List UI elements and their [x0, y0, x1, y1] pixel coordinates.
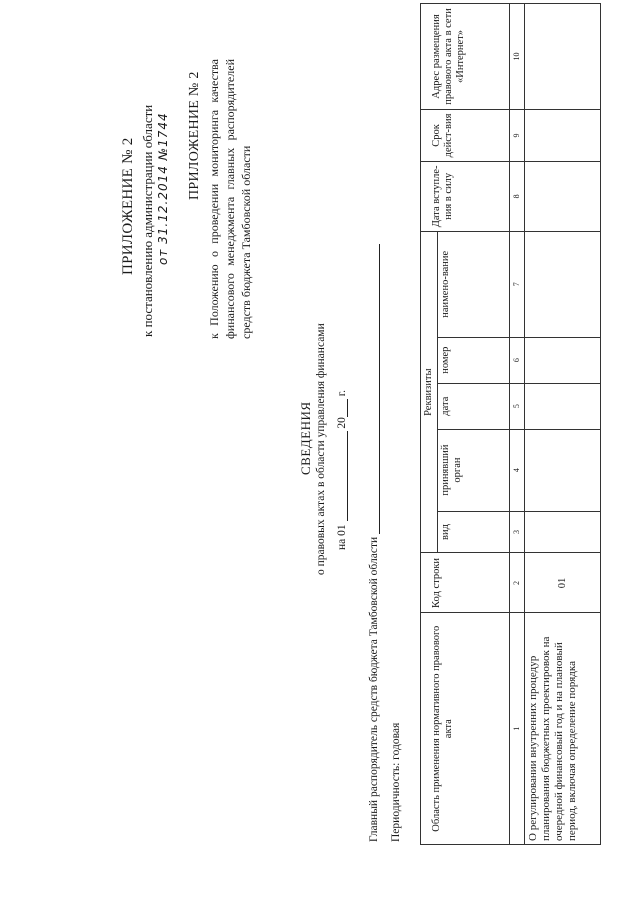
row-number: [525, 337, 601, 383]
header-requisites: Реквизиты: [421, 231, 438, 553]
main-spender-label-text: Главный распорядитель средств бюджета Тамбовской области: [368, 536, 380, 842]
row-name: [525, 231, 601, 337]
main-spender-label: [368, 244, 380, 842]
column-number: 5: [510, 383, 525, 429]
date-day-month-blank: [347, 431, 348, 521]
header-name: наимено-вание: [438, 231, 510, 337]
header-area: Область применения нормативного правового акта: [421, 613, 510, 845]
table-row: [525, 4, 601, 845]
header-effective-date: Дата вступле-ния в силу: [421, 161, 510, 231]
date-suffix: г.: [336, 389, 348, 397]
report-date-line: [336, 390, 348, 550]
column-number: 8: [510, 161, 525, 231]
report-subtitle: о правовых актах в области управления финансами: [315, 323, 327, 575]
column-number: 10: [510, 4, 525, 110]
report-title: СВЕДЕНИЯ: [298, 401, 313, 475]
column-number: 2: [510, 553, 525, 613]
periodicity-label: Периодичность: годовая: [390, 722, 402, 842]
row-effective-date: [525, 161, 601, 231]
column-number: 3: [510, 511, 525, 553]
date-prefix: на 01: [336, 524, 348, 550]
header-number: номер: [438, 337, 510, 383]
main-spender-blank: [379, 244, 380, 534]
row-date: [525, 383, 601, 429]
column-number: 7: [510, 231, 525, 337]
row-issuer: [525, 429, 601, 511]
column-number: 6: [510, 337, 525, 383]
row-address: [525, 4, 601, 110]
header-code: Код строки: [421, 553, 510, 613]
row-area: О регулировании внутренних процедур планирования бюджетных проектировок на очередной финансовый год и на плановый период, включая определение порядка: [525, 613, 601, 845]
appendix-main-resolution: к постановлению администрации области: [140, 104, 155, 337]
date-year-blank: [347, 399, 348, 417]
appendix-main-title: ПРИЛОЖЕНИЕ № 2: [120, 137, 136, 275]
column-number: 1: [510, 613, 525, 845]
row-kind: [525, 511, 601, 553]
header-address: Адрес размещения правового акта в сети «Интернет»: [421, 4, 510, 110]
header-issuer: принявший орган: [438, 429, 510, 511]
header-kind: вид: [438, 511, 510, 553]
row-validity: [525, 109, 601, 161]
header-validity: Срок дейст-вия: [421, 109, 510, 161]
table-header-row-1: [421, 4, 438, 845]
appendix-regulation-text: к Положению о проведении мониторинга качества финансового менеджмента главных распорядителей средств бюджета Тамбовской области: [207, 59, 253, 339]
legal-acts-table: [420, 3, 601, 845]
header-date: дата: [438, 383, 510, 429]
row-code: 01: [525, 553, 601, 613]
appendix-main-date-number: от 31.12.2014 №1744: [156, 112, 170, 265]
column-number: 9: [510, 109, 525, 161]
date-year-prefix: 20: [336, 417, 348, 429]
column-number: 4: [510, 429, 525, 511]
column-numbers-row: [510, 4, 525, 845]
appendix-regulation-title: ПРИЛОЖЕНИЕ № 2: [187, 71, 202, 200]
